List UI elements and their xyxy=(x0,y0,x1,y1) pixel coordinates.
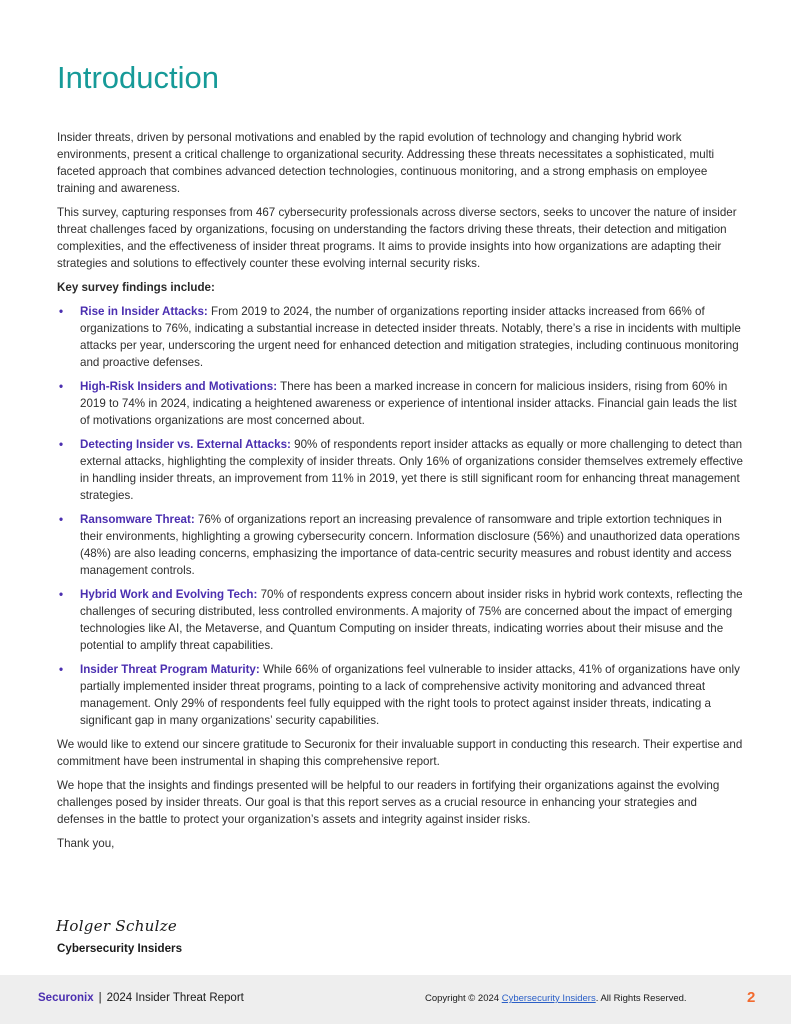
bullet-icon: • xyxy=(59,663,64,676)
copyright-prefix: Copyright © 2024 xyxy=(425,993,502,1004)
footer-report-label xyxy=(38,992,244,1004)
closing-paragraph: We hope that the insights and findings presented will be helpful to our readers in fortifying their organizations against the evolving challenges posed by insider threats. Our goal is that this report serves as a crucial resource in enhancing your strategies and defenses in the battle to protect your organization’s assets and integrity against insider risks. xyxy=(57,779,720,826)
bullet-icon: • xyxy=(59,513,64,526)
bullet-icon: • xyxy=(59,305,64,318)
finding-item xyxy=(57,511,746,579)
findings-heading: Key survey findings include: xyxy=(57,281,215,294)
finding-item xyxy=(57,378,746,429)
closing-paragraph: We would like to extend our sincere gratitude to Securonix for their invaluable support in conducting this research. Their expertise and commitment have been instrumental in shaping this comprehensive report. xyxy=(57,738,743,768)
findings-list xyxy=(57,303,746,729)
finding-title: High-Risk Insiders and Motivations: xyxy=(80,380,278,393)
finding-text: While 66% of organizations feel vulnerable to insider attacks, 41% of organizations have only partially implemented insider threat programs, pointing to a lack of comprehensive activity monitoring and advanced threat management. Only 29% of respondents feel fully equipped with the right tools to protect against insider threats, indicating a significant gap in many organizations’ security capabilities. xyxy=(80,663,740,727)
footer-separator: | xyxy=(98,992,102,1004)
bullet-icon: • xyxy=(59,438,64,451)
main-content xyxy=(57,129,746,859)
finding-text: There has been a marked increase in concern for malicious insiders, rising from 60% in 2019 to 74% in 2024, indicating a heightened awareness or experience of intentional insider attacks. Financial gain leads the list of motivations organizations are most concerned about. xyxy=(80,380,737,427)
finding-text: 76% of organizations report an increasing prevalence of ransomware and triple extortion techniques in their environments, highlighting a growing cybersecurity concern. Information disclosure (56%) and unauthorized data operations (48%) are also leading concerns, emphasizing the importance of data-centric security measures and robust identity and access management controls. xyxy=(80,513,740,577)
bullet-icon: • xyxy=(59,380,64,393)
intro-paragraph: This survey, capturing responses from 467 cybersecurity professionals across diverse sectors, seeks to uncover the nature of insider threat challenges faced by organizations, focusing on understanding the factors driving these threats, their detection and mitigation complexities, and the effectiveness of insider threat programs. It aims to provide insights into how organizations are adapting their strategies and solutions to effectively counter these evolving internal security risks. xyxy=(57,206,737,270)
finding-item xyxy=(57,661,746,729)
finding-title: Rise in Insider Attacks: xyxy=(80,305,208,318)
finding-item xyxy=(57,303,746,371)
finding-title: Insider Threat Program Maturity: xyxy=(80,663,260,676)
page-footer xyxy=(0,975,791,1024)
finding-text: From 2019 to 2024, the number of organizations reporting insider attacks increased from 66% of organizations to 76%, indicating a substantial increase in detected insider threats. Notably, there’s a rise in incidents with multiple attacks per year, underscoring the urgent need for enhanced detection and mitigation strategies, including continuous monitoring and proactive defenses. xyxy=(80,305,741,369)
bullet-icon: • xyxy=(59,588,64,601)
finding-text: 70% of respondents express concern about insider risks in hybrid work contexts, reflecting the challenges of securing distributed, less controlled environments. A majority of 75% are concerned about the impact of emerging technologies like AI, the Metaverse, and Quantum Computing on insider threats, indicating worries about their misuse and the potential to amplify threat capabilities. xyxy=(80,588,743,652)
finding-title: Detecting Insider vs. External Attacks: xyxy=(80,438,291,451)
finding-item xyxy=(57,436,746,504)
footer-copyright xyxy=(425,993,687,1004)
thank-you-line: Thank you, xyxy=(57,837,115,850)
intro-paragraph: Insider threats, driven by personal motivations and enabled by the rapid evolution of technology and changing hybrid work environments, present a critical challenge to organizational security. Addressing these threats necessitates a sophisticated, multi faceted approach that combines advanced detection technologies, continuous monitoring, and a strong emphasis on employee training and awareness. xyxy=(57,131,715,195)
page-number: 2 xyxy=(747,989,756,1006)
finding-title: Hybrid Work and Evolving Tech: xyxy=(80,588,258,601)
finding-item xyxy=(57,586,746,654)
finding-title: Ransomware Threat: xyxy=(80,513,195,526)
footer-brand: Securonix xyxy=(38,992,94,1004)
cybersecurity-insiders-link[interactable]: Cybersecurity Insiders xyxy=(501,993,596,1004)
signature-organization: Cybersecurity Insiders xyxy=(57,942,183,955)
finding-text: 90% of respondents report insider attacks as equally or more challenging to detect than external attacks, highlighting the complexity of insider threats. Only 16% of organizations consider themselves extremely effective in handling insider threats, an improvement from 11% in 2019, yet there is still significant room for enhancing threat management strategies. xyxy=(80,438,743,502)
footer-report-title: 2024 Insider Threat Report xyxy=(106,992,244,1004)
copyright-suffix: . All Rights Reserved. xyxy=(595,993,687,1004)
handwritten-signature: Holger Schulze xyxy=(56,917,178,935)
page-title: Introduction xyxy=(57,60,219,95)
